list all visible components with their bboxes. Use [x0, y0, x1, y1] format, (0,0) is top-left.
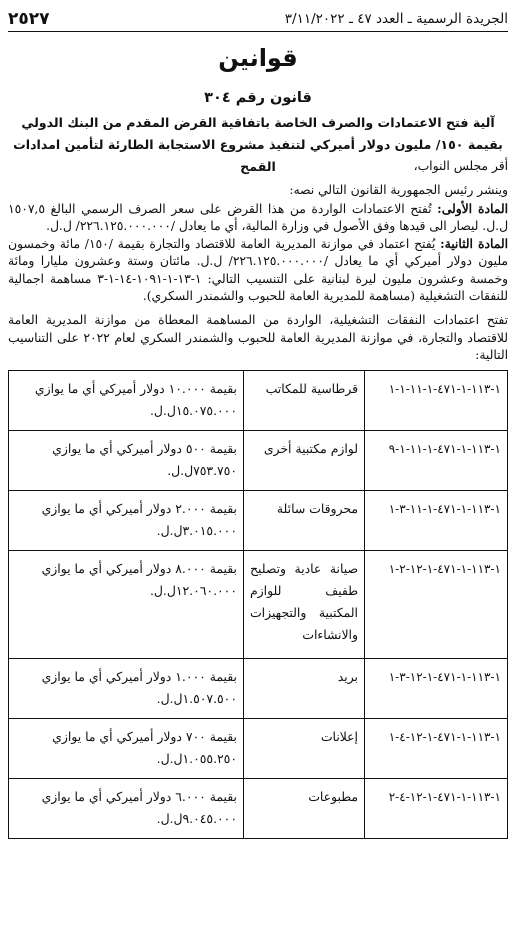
article-1-text: تُفتح الاعتمادات الواردة من هذا القرض على سعر الصرف الرسمي البالغ ١٥٠٧,٥ ل.ل. ليصار الى قيدها وفق الأصول في وزارة المالية، أي ما يعادل /٢٢٦.١٢٥.٠٠٠.٠٠٠/ ل.ل. [8, 201, 508, 233]
article-2-label: المادة الثانية: [440, 236, 508, 252]
expense-item: بريد [244, 658, 365, 718]
budget-code: ١-١١٣-١-٤٧١-١-١٢-٢-١ [365, 551, 508, 658]
article-2 [8, 235, 508, 305]
law-number: قانون رقم ٣٠٤ [204, 90, 312, 106]
expense-item: محروقات سائلة [244, 491, 365, 551]
law-body [8, 158, 508, 364]
preamble-line: أقر مجلس النواب، [413, 159, 508, 173]
budget-code: ١-١١٣-١-٤٧١-١-١١-١-١ [365, 371, 508, 431]
article-1-label: المادة الأولى: [437, 200, 508, 216]
article-2-text: يُفتح اعتماد في موازنة المديرية العامة للاقتصاد والتجارة بقيمة /١٥٠/ مائة وخمسون مليون دولار أميركي أي ما يعادل /٢٢٦.١٢٥.٠٠٠.٠٠٠/ ل.ل. مائتان وستة وعشرون مليارا ومائة وخمسة وعشرون مليون ليرة لبنانية على التنسيب التالي: ١-١٣-١-١٠٩١-١٤-١-٣ مساهمة اجمالية للنفقات التشغيلية (مساهمة للمديرية العامة للحبوب والشمندر السكري). [8, 237, 509, 304]
header-rule [8, 31, 508, 32]
budget-code: ١-١١٣-١-٤٧١-١-١١-١-٩ [365, 431, 508, 491]
expense-item: صيانة عادية وتصليح طفيف للوازم المكتبية والتجهيزات والانشاءات [244, 551, 365, 658]
budget-code: ١-١١٣-١-٤٧١-١-١٢-٣-١ [365, 658, 508, 718]
table-row [9, 778, 508, 838]
amount: بقيمة ٧٠٠ دولار أميركي أي ما يوازي ١.٠٥٥.٢٥٠ل.ل. [9, 718, 244, 778]
running-title: الجريدة الرسمية ـ العدد ٤٧ ـ ٣/١١/٢٠٢٢ [284, 11, 508, 27]
amount: بقيمة ١.٠٠٠ دولار أميركي أي ما يوازي ١.٥٠٧.٥٠٠ل.ل. [9, 658, 244, 718]
paragraph-3: تفتح اعتمادات النفقات التشغيلية، الواردة من المساهمة المعطاة من موازنة المديرية العامة للاقتصاد والتجارة، في موازنة المديرية العامة للحبوب والشمندر السكري لعام ٢٠٢٢ على التناسيب التالية: [8, 313, 508, 362]
budget-code: ١-١١٣-١-٤٧١-١-١٢-٤-٢ [365, 778, 508, 838]
amount: بقيمة ٥٠٠ دولار أميركي أي ما يوازي ٧٥٣.٧٥٠ل.ل. [9, 431, 244, 491]
budget-code: ١-١١٣-١-٤٧١-١-١١-٣-١ [365, 491, 508, 551]
section-title: قوانين [218, 44, 298, 72]
page-header [8, 7, 508, 31]
amount: بقيمة ١٠.٠٠٠ دولار أميركي أي ما يوازي ١٥.٠٧٥.٠٠٠ل.ل. [9, 371, 244, 431]
preamble-line: وينشر رئيس الجمهورية القانون التالي نصه: [289, 183, 508, 198]
expense-item: لوازم مكتبية أخرى [244, 431, 365, 491]
expense-item: قرطاسية للمكاتب [244, 371, 365, 431]
expense-item: مطبوعات [244, 778, 365, 838]
table-row [9, 431, 508, 491]
table-row [9, 551, 508, 658]
table-row [9, 491, 508, 551]
table-row [9, 658, 508, 718]
expense-item: إعلانات [244, 718, 365, 778]
amount: بقيمة ٨.٠٠٠ دولار أميركي أي ما يوازي ١٢.٠٦٠.٠٠٠ل.ل. [9, 551, 244, 658]
page-number: ٢٥٢٧ [8, 9, 50, 29]
amount: بقيمة ٦.٠٠٠ دولار أميركي أي ما يوازي ٩.٠٤٥.٠٠٠ل.ل. [9, 778, 244, 838]
budget-code: ١-١١٣-١-٤٧١-١-١٢-٤-١ [365, 718, 508, 778]
amount: بقيمة ٢.٠٠٠ دولار أميركي أي ما يوازي ٣.٠١٥.٠٠٠ل.ل. [9, 491, 244, 551]
allocation-table [8, 370, 508, 839]
subject-line: آلية فتح الاعتمادات والصرف الخاصة باتفاقية القرض المقدم من البنك الدولي [21, 115, 495, 130]
subject-line: بقيمة ١٥٠/ مليون دولار أميركي لتنفيذ مشروع الاستجابة الطارئة لتأمين امدادات القمح [13, 137, 503, 174]
article-1 [8, 200, 508, 236]
table-row [9, 371, 508, 431]
table-row [9, 718, 508, 778]
